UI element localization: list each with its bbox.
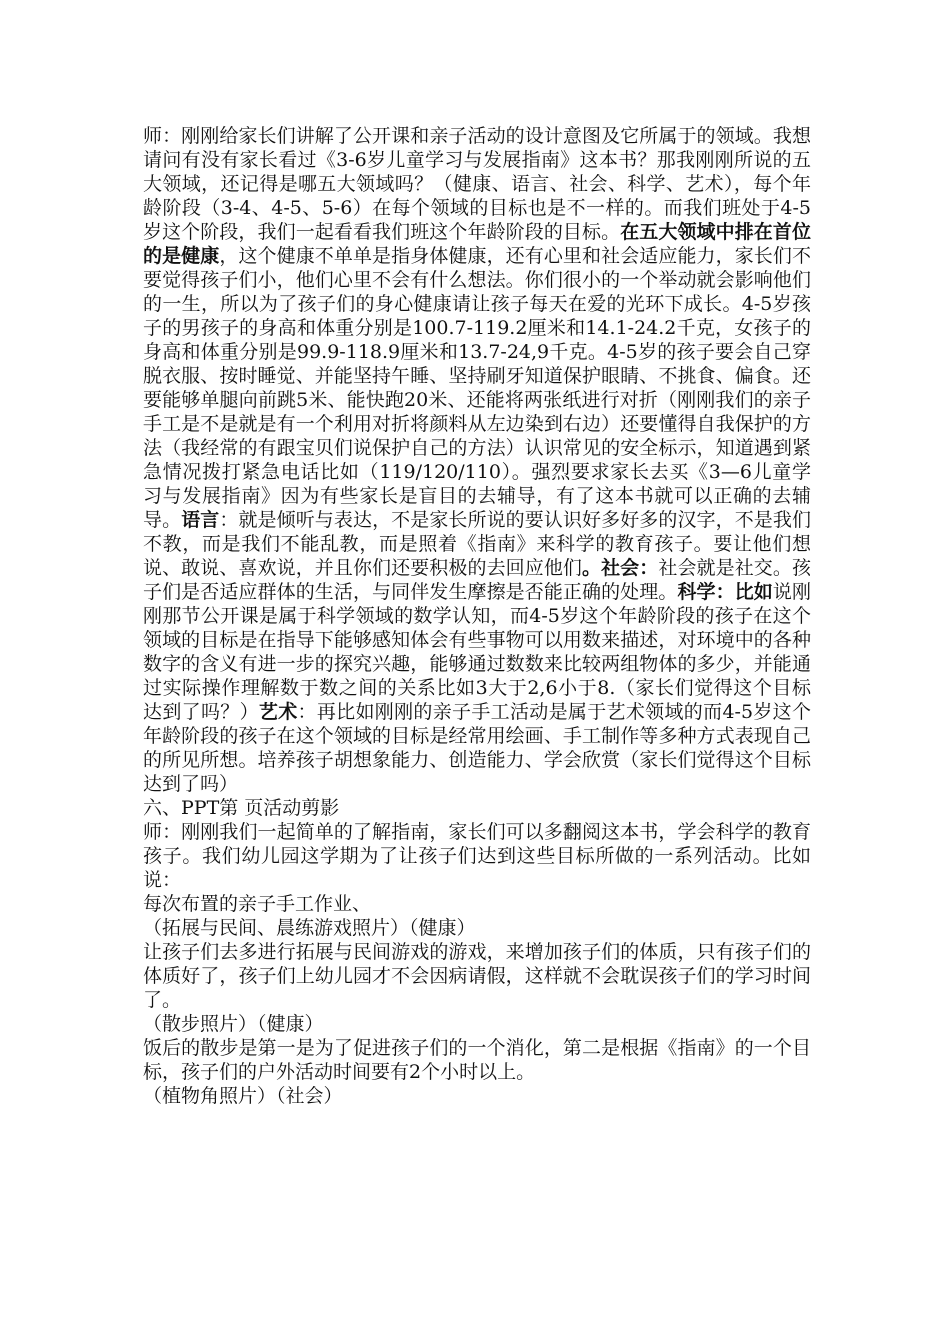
text-run: 每次布置的亲子手工作业、 bbox=[143, 893, 372, 915]
text-run: （植物角照片）（社会） bbox=[143, 1085, 343, 1107]
bold-text-run: 科学：比如 bbox=[677, 581, 773, 603]
paragraph-walk-explanation bbox=[143, 1036, 811, 1084]
text-run: ：就是倾听与表达，不是家长所说的要认识好多好多的汉字，不是我们不教，而是我们不能乱教，而是照着《指南》来科学的教育孩子。要让他们想说、敢说、喜欢说，并且你们还要积极的去回应他们 bbox=[143, 509, 811, 579]
text-run: （拓展与民间、晨练游戏照片）（健康） bbox=[143, 917, 476, 939]
text-run: 六、PPT第 页活动剪影 bbox=[143, 797, 340, 819]
paragraph-handcraft-homework bbox=[143, 892, 811, 916]
paragraph-games-explanation bbox=[143, 940, 811, 1012]
text-run: 师：刚刚我们一起简单的了解指南，家长们可以多翻阅这本书，学会科学的教育孩子。我们幼儿园这学期为了让孩子们达到这些目标所做的一系列活动。比如说： bbox=[143, 821, 811, 891]
text-run: ，这个健康不单单是指身体健康，还有心里和社会适应能力，家长们不要觉得孩子们小，他们心里不会有什么想法。你们很小的一个举动就会影响他们的一生，所以为了孩子们的身心健康请让孩子每天在爱的光环下成长。4-5岁孩子的男孩子的身高和体重分别是100.7-119.2厘米和14.1-24.2千克，女孩子的身高和体重分别是99.9-118.9厘米和13.7-24,9千克。4-5岁的孩子要会自己穿脱衣服、按时睡觉、并能坚持午睡、坚持刷牙知道保护眼睛、不挑食、偏食。还要能够单腿向前跳5米、能快跑20米、还能将两张纸进行对折（刚刚我们的亲子手工是不是就是有一个利用对折将颜料从左边染到右边）还要懂得自我保护的方法（我经常的有跟宝贝们说保护自己的方法）认识常见的安全标示，知道遇到紧急情况拨打紧急电话比如（119/120/110）。强烈要求家长去买《3—6儿童学习与发展指南》因为有些家长是盲目的去辅导，有了这本书就可以正确的去辅导。 bbox=[143, 245, 811, 531]
paragraph-photo-caption-walk bbox=[143, 1012, 811, 1036]
bold-text-run: 艺术 bbox=[258, 701, 298, 723]
text-run: ：再比如刚刚的亲子手工活动是属于艺术领域的而4-5岁这个年龄阶段的孩子在这个领域的目标是经常用绘画、手工制作等多种方式表现自己的所见所想。培养孩子胡想象能力、创造能力、学会欣赏（家长们觉得这个目标达到了吗） bbox=[143, 701, 811, 795]
paragraph-photo-caption-plants bbox=[143, 1084, 811, 1108]
paragraph-teacher-summary bbox=[143, 820, 811, 892]
bold-text-run: 语言 bbox=[181, 509, 220, 531]
text-run: 让孩子们去多进行拓展与民间游戏的游戏，来增加孩子们的体质，只有孩子们的体质好了，孩子们上幼儿园才不会因病请假，这样就不会耽误孩子们的学习时间了。 bbox=[143, 941, 811, 1011]
text-run: 社会就是社交。孩子们是否适应群体的生活，与同伴发生摩擦是否能正确的处理。 bbox=[143, 557, 811, 603]
bold-text-run: 。社会： bbox=[582, 557, 659, 579]
document-body bbox=[143, 124, 811, 1108]
bold-text-run: 在五大领域中排在首位的是健康 bbox=[143, 221, 811, 267]
paragraph-section-six-heading bbox=[143, 796, 811, 820]
paragraph-domains-overview bbox=[143, 124, 811, 796]
text-run: 饭后的散步是第一是为了促进孩子们的一个消化，第二是根据《指南》的一个目标，孩子们的户外活动时间要有2个小时以上。 bbox=[143, 1037, 811, 1083]
text-run: 说刚刚那节公开课是属于科学领域的数学认知，而4-5岁这个年龄阶段的孩子在这个领域的目标是在指导下能够感知体会有些事物可以用数来描述，对环境中的各种数字的含义有进一步的探究兴趣，能够通过数数来比较两组物体的多少，并能通过实际操作理解数于数之间的关系比如3大于2,6小于8.（家长们觉得这个目标达到了吗？） bbox=[143, 581, 811, 723]
paragraph-photo-caption-games bbox=[143, 916, 811, 940]
text-run: 师：刚刚给家长们讲解了公开课和亲子活动的设计意图及它所属于的领域。我想请问有没有家长看过《3-6岁儿童学习与发展指南》这本书？那我刚刚所说的五大领域，还记得是哪五大领域吗？（健康、语言、社会、科学、艺术），每个年龄阶段（3-4、4-5、5-6）在每个领域的目标也是不一样的。而我们班处于4-5岁这个阶段，我们一起看看我们班这个年龄阶段的目标。 bbox=[143, 125, 811, 243]
text-run: （散步照片）（健康） bbox=[143, 1013, 324, 1035]
